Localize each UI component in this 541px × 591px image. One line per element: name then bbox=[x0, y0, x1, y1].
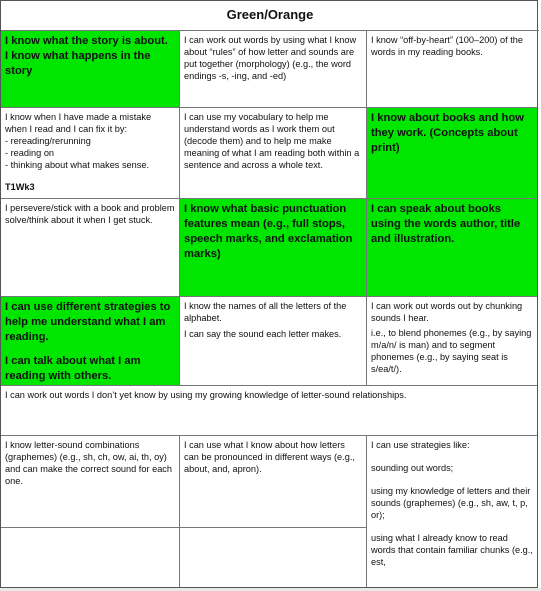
cell-text: I know letter-sound combinations (graphemes) (e.g., sh, ch, ow, ai, th, oy) and can make the correct sound for each one. bbox=[5, 440, 173, 486]
cell-text: I can speak about books using the words author, title and illustration. bbox=[371, 203, 521, 245]
cell-text: I know what basic punctuation features mean (e.g., full stops, speech marks, and exclamation marks) bbox=[184, 203, 353, 260]
cell-text: I can say the sound each letter makes. bbox=[184, 329, 342, 339]
cell-text: I know about books and how they work. (Concepts about print) bbox=[371, 112, 524, 154]
cell-chunking bbox=[367, 297, 537, 386]
cell-text: I know what the story is about. bbox=[5, 35, 168, 47]
cell-text: I can use what I know about how letters can be pronounced in different ways (e.g., about, and, apron). bbox=[184, 440, 355, 474]
cell-text: I can work out words out by chunking sounds I hear. bbox=[371, 301, 523, 323]
cell-vocabulary bbox=[180, 108, 367, 199]
cell-letter-names bbox=[180, 297, 367, 386]
cell-fix-mistakes bbox=[1, 108, 180, 199]
cell-text: I can work out words I don’t yet know by using my growing knowledge of letter-sound relationships. bbox=[5, 390, 407, 400]
table-title: Green/Orange bbox=[1, 1, 539, 31]
cell-strategies-list bbox=[367, 436, 537, 587]
cell-text: I can use my vocabulary to help me understand words as I work them out (decode them) and to help me make meaning of what I am reading both within a sentence and across a whole text. bbox=[184, 112, 360, 170]
cell-concepts-print bbox=[367, 108, 537, 199]
cell-punctuation bbox=[180, 199, 367, 297]
cell-text: I can use strategies like: bbox=[371, 440, 470, 450]
cell-empty bbox=[180, 528, 367, 587]
cell-empty bbox=[1, 528, 180, 587]
cell-persevere bbox=[1, 199, 180, 297]
cell-tag: T1Wk3 bbox=[5, 182, 35, 192]
cell-text: I know “off-by-heart” (100–200) of the words in my reading books. bbox=[371, 35, 524, 57]
cell-text: I know when I have made a mistake when I read and I can fix it by: - rereading/rerunning - reading on - thinking about what makes sense. bbox=[5, 112, 152, 170]
cell-text: using my knowledge of letters and their sounds (graphemes) (e.g., sh, aw, t, p, or); bbox=[371, 486, 531, 520]
cell-text: I can use different strategies to help me understand what I am reading. bbox=[5, 301, 171, 343]
cell-letter-sound bbox=[1, 386, 537, 436]
cell-text: sounding out words; bbox=[371, 463, 454, 473]
cell-text: I know what happens in the story bbox=[5, 50, 151, 77]
cell-off-by-heart bbox=[367, 31, 537, 108]
cell-morphology bbox=[180, 31, 367, 108]
cell-strategies bbox=[1, 297, 180, 386]
cell-text: I can talk about what I am reading with others. bbox=[5, 355, 141, 382]
cell-text: using what I already know to read words that contain familiar chunks (e.g., est, bbox=[371, 533, 533, 567]
cell-text: i.e., to blend phonemes (e.g., by saying m/a/n/ is man) and to segment phonemes (e.g., by saying seat is s/ea/t/). bbox=[371, 328, 532, 374]
cell-text: I know the names of all the letters of the alphabet. bbox=[184, 301, 347, 323]
cell-pronounced bbox=[180, 436, 367, 528]
cell-text: I persevere/stick with a book and problem solve/think about it when I get stuck. bbox=[5, 203, 175, 225]
cell-graphemes bbox=[1, 436, 180, 528]
cell-story-about bbox=[1, 31, 180, 108]
cell-text: I can work out words by using what I know about “rules” of how letter and sounds are put together (morphology) (e.g., the word endings -s, -ing, and -ed) bbox=[184, 35, 357, 81]
cell-author-title bbox=[367, 199, 537, 297]
